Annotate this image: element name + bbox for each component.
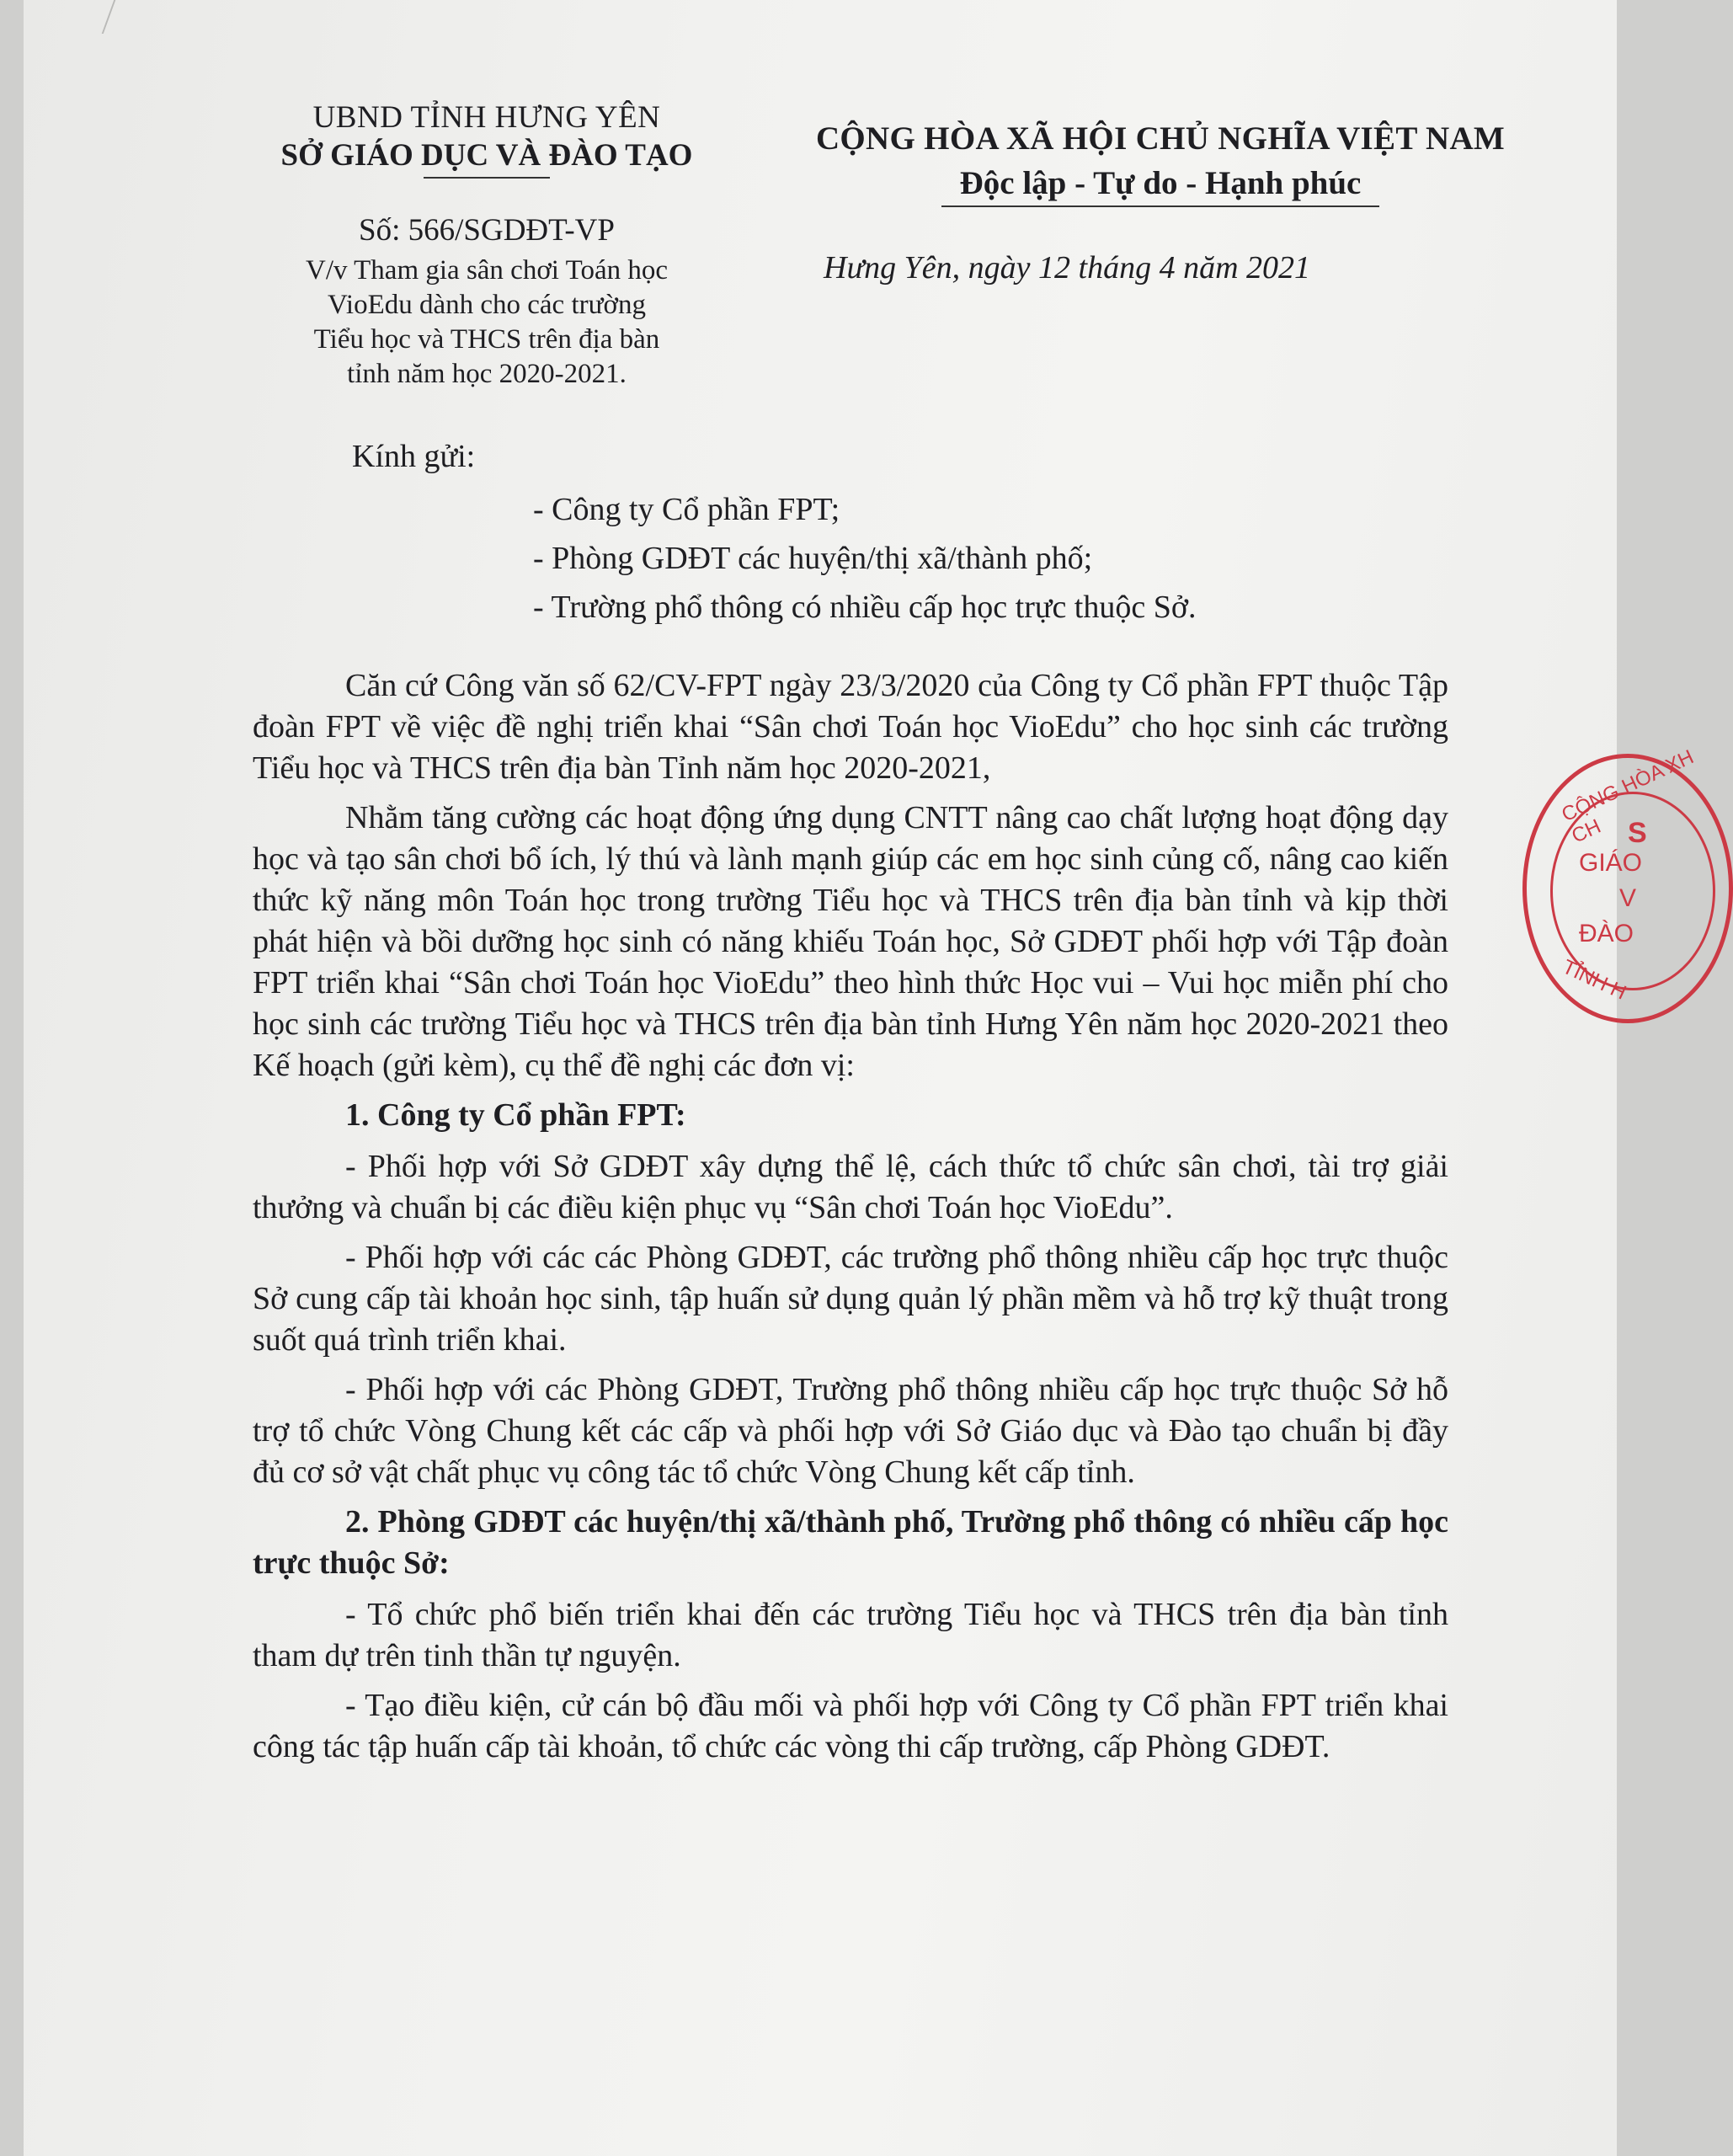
recipient-item: - Phòng GDĐT các huyện/thị xã/thành phố; <box>533 541 1093 576</box>
subject-line: VioEdu dành cho các trường <box>328 290 646 320</box>
subject-line: V/v Tham gia sân chơi Toán học <box>306 255 668 286</box>
motto: Độc lập - Tự do - Hạnh phúc <box>959 165 1362 201</box>
section-2-heading: 2. Phòng GDĐT các huyện/thị xã/thành phố, Trường phổ thông có nhiều cấp học trực thuộc Sở: <box>253 1504 1448 1581</box>
seal-text: GIÁO <box>1579 849 1643 877</box>
recipient-item: - Trường phổ thông có nhiều cấp học trực thuộc Sở. <box>533 590 1197 625</box>
subject-line: tỉnh năm học 2020-2021. <box>347 359 627 389</box>
agency-underline <box>424 177 550 179</box>
recipient-list <box>533 485 1196 632</box>
subject-line: Tiểu học và THCS trên địa bàn <box>313 324 660 355</box>
document-page <box>24 0 1698 2156</box>
national-header-block <box>731 120 1590 207</box>
seal-text: CỘNG HÒA XH CH <box>1558 745 1698 848</box>
section-1-item: - Phối hợp với Sở GDĐT xây dựng thể lệ, cách thức tổ chức sân chơi, tài trợ giải thưởng và chuẩn bị các điều kiện phục vụ “Sân chơi Toán học VioEdu”. <box>253 1149 1448 1225</box>
section-1-item: - Phối hợp với các Phòng GDĐT, Trường phổ thông nhiều cấp học trực thuộc Sở hỗ trợ tổ chức Vòng Chung kết các cấp và phối hợp với Sở Giáo dục và Đào tạo chuẩn bị đầy đủ cơ sở vật chất phục vụ công tác tổ chức Vòng Chung kết cấp tỉnh. <box>253 1372 1448 1490</box>
agency-line-1: UBND TỈNH HƯNG YÊN <box>312 100 661 135</box>
section-2-item: - Tổ chức phổ biến triển khai đến các trường Tiểu học và THCS trên địa bàn tỉnh tham dự trên tinh thần tự nguyện. <box>253 1597 1448 1673</box>
document-date: Hưng Yên, ngày 12 tháng 4 năm 2021 <box>824 250 1311 286</box>
motto-underline <box>941 205 1379 207</box>
salutation: Kính gửi: <box>352 439 476 474</box>
seal-text: V <box>1619 884 1637 912</box>
page-fold-mark <box>102 0 141 34</box>
seal-text: TỈNH H <box>1559 955 1630 1005</box>
document-body <box>253 665 1448 1776</box>
section-1-heading: 1. Công ty Cổ phần FPT: <box>345 1097 686 1133</box>
section-1-item: - Phối hợp với các các Phòng GDĐT, các trường phổ thông nhiều cấp học trực thuộc Sở cung cấp tài khoản học sinh, tập huấn sử dụng quản lý phần mềm và hỗ trợ kỹ thuật trong suốt quá trình triển khai. <box>253 1240 1448 1358</box>
issuing-agency-block <box>251 99 723 392</box>
agency-line-2: SỞ GIÁO DỤC VÀ ĐÀO TẠO <box>280 138 693 173</box>
section-2-item: - Tạo điều kiện, cử cán bộ đầu mối và phối hợp với Công ty Cổ phần FPT triển khai công tác tập huấn cấp tài khoản, tổ chức các vòng thi cấp trường, cấp Phòng GDĐT. <box>253 1688 1448 1764</box>
seal-text: ĐÀO <box>1579 920 1634 947</box>
document-number: Số: 566/SGDĐT-VP <box>359 213 615 248</box>
subject-block <box>251 253 723 392</box>
red-seal-stamp <box>1522 745 1733 1023</box>
paragraph-basis: Căn cứ Công văn số 62/CV-FPT ngày 23/3/2020 của Công ty Cổ phần FPT thuộc Tập đoàn FPT về việc đề nghị triển khai “Sân chơi Toán học VioEdu” cho học sinh các trường Tiểu học và THCS trên địa bàn Tỉnh năm học 2020-2021, <box>253 668 1448 786</box>
nation-title: CỘNG HÒA XÃ HỘI CHỦ NGHĨA VIỆT NAM <box>815 120 1506 157</box>
seal-text: S <box>1628 817 1647 849</box>
paragraph-purpose: Nhằm tăng cường các hoạt động ứng dụng CNTT nâng cao chất lượng hoạt động dạy học và tạo sân chơi bổ ích, lý thú và lành mạnh giúp các em học sinh củng cố, nâng cao kiến thức kỹ năng môn Toán học trong trường Tiểu học và THCS trên địa bàn tỉnh và kịp thời phát hiện và bồi dưỡng học sinh có năng khiếu Toán học, Sở GDĐT phối hợp với Tập đoàn FPT triển khai “Sân chơi Toán học VioEdu” theo hình thức Học vui – Vui học miễn phí cho học sinh các trường Tiểu học và THCS trên địa bàn tỉnh Hưng Yên năm học 2020-2021 theo Kế hoạch (gửi kèm), cụ thể đề nghị các đơn vị: <box>253 800 1448 1083</box>
recipient-item: - Công ty Cổ phần FPT; <box>533 492 840 527</box>
